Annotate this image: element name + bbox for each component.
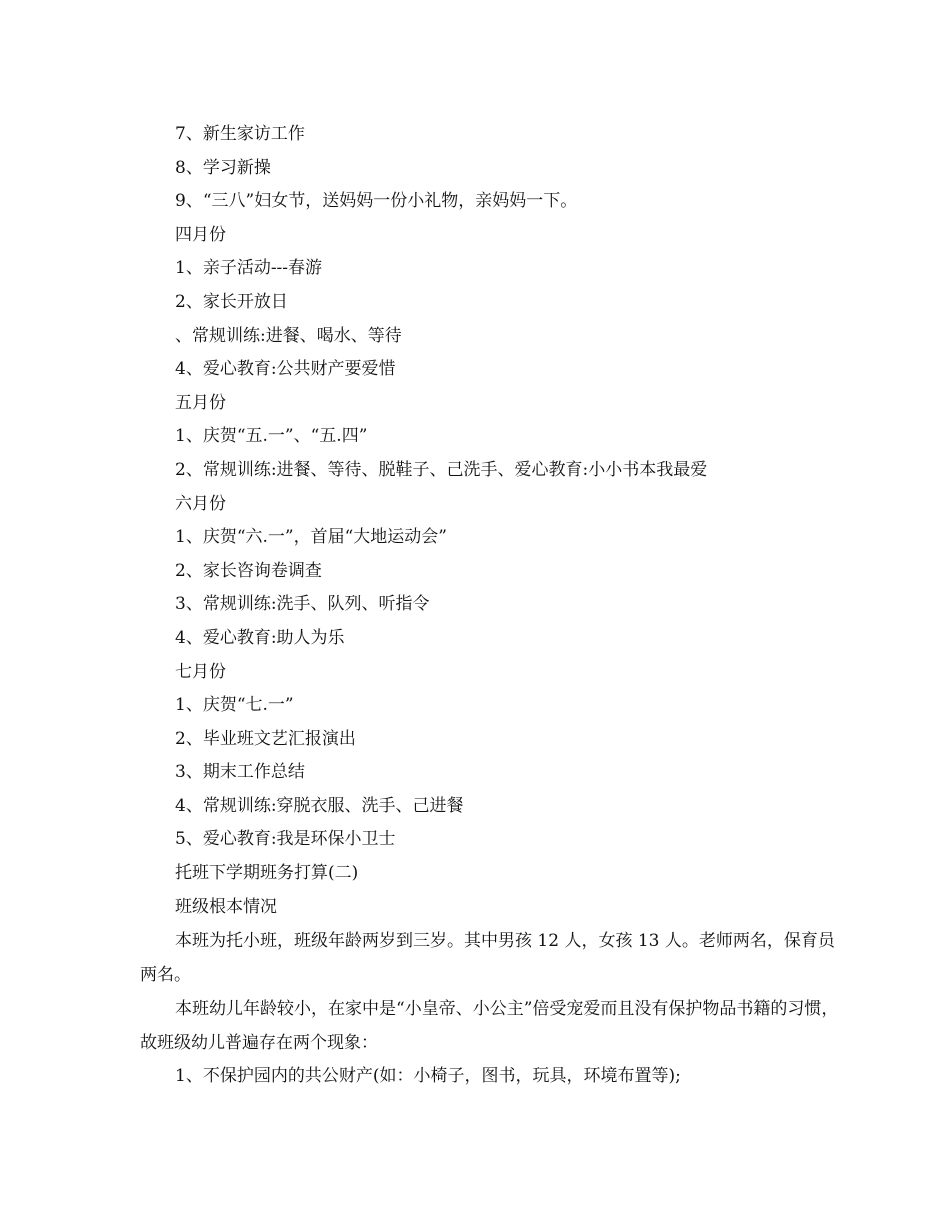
list-item: 1、庆贺“六.一”，首届“大地运动会” [175, 527, 447, 548]
list-item: 5、爱心教育:我是环保小卫士 [175, 829, 396, 850]
section-heading-june: 六月份 [175, 493, 226, 514]
section-heading-april: 四月份 [175, 224, 226, 245]
list-item: 9、“三八”妇女节，送妈妈一份小礼物，亲妈妈一下。 [175, 191, 578, 212]
list-item: 1、庆贺“七.一” [175, 695, 294, 716]
section-heading-class-info: 班级根本情况 [175, 896, 277, 917]
list-item: 2、常规训练:进餐、等待、脱鞋子、己洗手、爱心教育:小小书本我最爱 [175, 459, 708, 480]
list-item: 3、期末工作总结 [175, 762, 305, 783]
list-item: 7、新生家访工作 [175, 124, 305, 144]
paragraph-class-issues: 本班幼儿年龄较小，在家中是“小皇帝、小公主”倍受宠爱而且没有保护物品书籍的习惯，故班级幼儿普遍存在两个现象： [140, 999, 839, 1054]
list-item: 3、常规训练:洗手、队列、听指令 [175, 594, 430, 615]
list-item: 2、毕业班文艺汇报演出 [175, 728, 356, 749]
list-item: 4、爱心教育:助人为乐 [175, 627, 345, 648]
list-item: 8、学习新操 [175, 157, 271, 178]
list-item: 4、常规训练:穿脱衣服、洗手、己进餐 [175, 795, 464, 816]
document-body [140, 118, 840, 1094]
paragraph-class-overview: 本班为托小班，班级年龄两岁到三岁。其中男孩 12 人，女孩 13 人。老师两名，保育员两名。 [140, 931, 835, 986]
list-item: 1、亲子活动---春游 [175, 258, 323, 279]
list-item: 、常规训练:进餐、喝水、等待 [175, 325, 402, 346]
list-item: 4、爱心教育:公共财产要爱惜 [175, 359, 396, 380]
section-heading-may: 五月份 [175, 392, 226, 413]
section-heading-july: 七月份 [175, 661, 226, 682]
document-subtitle: 托班下学期班务打算(二) [175, 863, 359, 884]
list-item: 2、家长开放日 [175, 291, 288, 312]
list-item: 1、庆贺“五.一”、“五.四” [175, 426, 368, 447]
list-item: 1、不保护园内的共公财产(如：小椅子，图书，玩具，环境布置等); [175, 1066, 681, 1087]
list-item: 2、家长咨询卷调查 [175, 560, 322, 581]
